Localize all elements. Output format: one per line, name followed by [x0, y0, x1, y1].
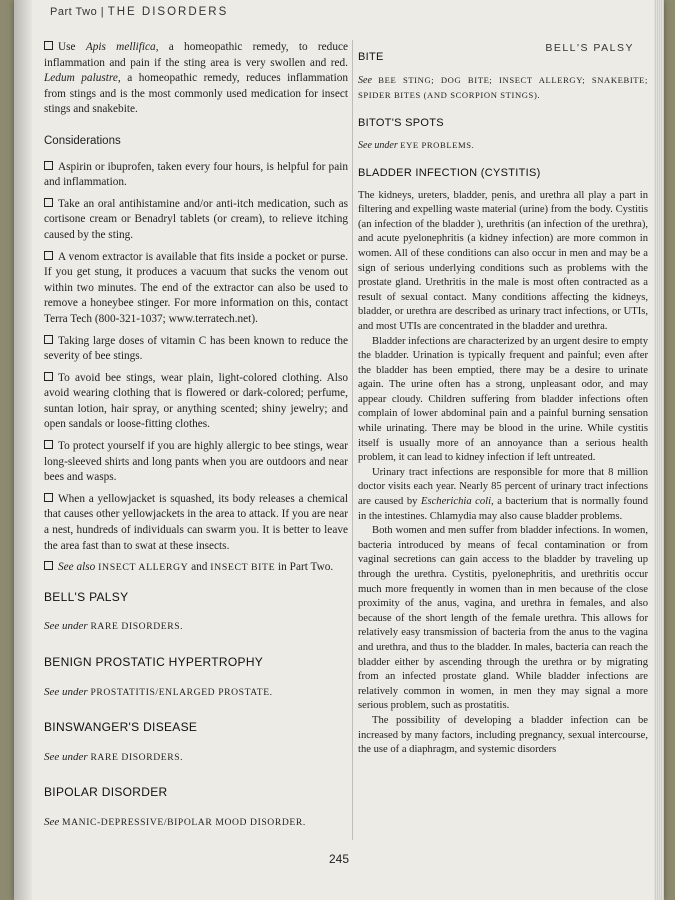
body-paragraph: Bladder infections are characterized by an urgent desire to empty the bladder. Urination is typically frequent and painful; even after the bladder has been emptied, there may be a desire to urinate again. The urine often has a strong, unpleasant odor, and may appear cloudy. Children suffering from bladder infections often complain of lower abdominal pain and a painful burning sensation while urinating. There may be blood in the urine. While cystitis itself is usually more of an annoyance than a serious health problem, it can lead to kidney infection if left untreated. — [358, 335, 649, 464]
body-paragraph: The possibility of developing a bladder infection can be increased by many factors, including pregnancy, sexual intercourse, the use of a diaphragm, and systemic disorders — [358, 714, 648, 756]
part-label: Part Two — [50, 6, 98, 18]
checkbox-bullet-icon — [44, 161, 53, 170]
checkbox-bullet-icon — [44, 493, 53, 502]
see-also-line: See also INSECT ALLERGY and INSECT BITE in Part Two. — [44, 560, 348, 576]
cross-reference: See under EYE PROBLEMS. — [358, 140, 475, 152]
entry-title-bells-palsy: BELL'S PALSY — [44, 589, 129, 604]
cross-reference: See under PROSTATITIS/ENLARGED PROSTATE. — [44, 685, 273, 698]
left-column — [44, 40, 348, 831]
consideration-item: A venom extractor is available that fits inside a pocket or purse. If you get stung, it produces a vacuum that sucks the venom out within two minutes. The end of the extractor can also be used to remove a honeybee stinger. For more information on this, contact Terra Tech (800-321-1037; www.terratech.net). — [44, 250, 348, 325]
book-page — [14, 0, 664, 900]
cross-reference: See MANIC-DEPRESSIVE/BIPOLAR MOOD DISORDER. — [44, 815, 306, 828]
consideration-item: To protect yourself if you are highly allergic to bee stings, wear long-sleeved shirts and long pants when you are outdoors and near bees and wasps. — [44, 440, 348, 484]
consideration-item: Take an oral antihistamine and/or anti-itch medication, such as cortisone cream or Benadryl tablets (or cream), to relieve itching caused by the sting. — [44, 197, 348, 241]
entry-title-binswangers-disease: BINSWANGER'S DISEASE — [44, 720, 198, 735]
page-edge — [654, 0, 664, 900]
page-number: 245 — [328, 852, 350, 866]
cross-reference: See BEE STING; DOG BITE; INSECT ALLERGY; SNAKEBITE; SPIDER BITES (AND SCORPION STINGS). — [358, 74, 648, 101]
consideration-item: When a yellowjacket is squashed, its body releases a chemical that causes other yellowjackets in the area to attack. If you are near a nest, hundreds of individuals can swarm you. It is better to leave the area fast than to swat at these insects. — [44, 492, 348, 552]
intro-bullet: Use Apis mellifica, a homeopathic remedy, to reduce inflammation and pain if the sting area is very swollen and red. Ledum palustre, a homeopathic remedy, reduces inflammation from stings and is the most commonly used medication for insect stings and snakebite. — [44, 41, 349, 116]
checkbox-bullet-icon — [44, 440, 53, 449]
checkbox-bullet-icon — [44, 251, 53, 260]
entry-title-bite: BITE — [358, 51, 384, 63]
checkbox-bullet-icon — [44, 335, 53, 344]
entry-title-bipolar-disorder: BIPOLAR DISORDER — [44, 785, 168, 800]
running-head-left — [50, 6, 228, 18]
considerations-heading: Considerations — [44, 134, 121, 147]
header-separator: | — [100, 6, 105, 18]
see-also-ref-insect-allergy: INSECT ALLERGY — [98, 562, 189, 574]
see-also-ref-insect-bite: INSECT BITE — [210, 562, 276, 574]
body-paragraph: Urinary tract infections are responsible for more that 8 million doctor visits each year. Nearly 85 percent of urinary tract infections are caused by Escherichia coli, a bacterium that is normally found in the intestines. Chlamydia may also cause bladder problems. — [358, 466, 648, 522]
entry-title-bladder-infection: BLADDER INFECTION (CYSTITIS) — [358, 166, 541, 179]
checkbox-bullet-icon — [44, 198, 53, 207]
consideration-item: To avoid bee stings, wear plain, light-colored clothing. Also avoid wearing clothing that is flowered or dark-colored; perfume, suntan lotion, hair spray, or anything scented; shiny jewelry; and open sandals or loose-fitting clothes. — [44, 371, 348, 431]
chapter-title: THE DISORDERS — [107, 6, 229, 18]
checkbox-bullet-icon — [44, 561, 53, 570]
column-divider — [352, 40, 353, 840]
checkbox-bullet-icon — [44, 372, 53, 381]
body-paragraph: Both women and men suffer from bladder infections. In women, bacteria introduced by means of fecal contamination or from vaginal secretions can gain access to the bladder by traveling up through the urethra. Cystitis, pyelonephritis, and urethritis occur much more frequently in women than in men because of the close proximity of the anus, vagina, and urethra in females, and also because of the short length of the female urethra. This allows for relatively easy transmission of bacteria from the anus to the vagina and urethra, and thus to the bladder. In males, bacteria can reach the bladder either by ascending through the urethra or by migrating from an infected prostate gland. While bladder infections are relatively common in women, in men they may signal a more serious problem, such as prostatitis. — [358, 525, 648, 712]
checkbox-bullet-icon — [44, 41, 53, 50]
running-head-right: BELL'S PALSY — [545, 42, 634, 54]
cross-reference: See under RARE DISORDERS. — [44, 750, 184, 763]
book-spine-shadow — [14, 0, 32, 900]
consideration-item: Taking large doses of vitamin C has been known to reduce the severity of bee stings. — [44, 334, 348, 363]
entry-title-bitots-spots: BITOT'S SPOTS — [358, 116, 444, 129]
consideration-item: Aspirin or ibuprofen, taken every four hours, is helpful for pain and inflammation. — [44, 160, 348, 189]
cross-reference: See under RARE DISORDERS. — [44, 620, 184, 633]
entry-title-benign-prostatic-hypertrophy: BENIGN PROSTATIC HYPERTROPHY — [44, 655, 264, 669]
body-paragraph: The kidneys, ureters, bladder, penis, and urethra all play a part in filtering and expelling waste material (urine) from the body. Cystitis (an infection of the bladder ), urethritis (an infection of the urethra), and acute pyelonephritis (a kidney infection) are more common in women. All of these conditions can also occur in men and may be a sign of serious underlying conditions such as problems with the prostate gland. Urethritis in the male is most often contracted as a result of sexual contact. Many conditions affecting the kidneys, bladder, or urethra are described as urinary tract infections, or UTIs, and most UTIs are concentrated in the bladder and urethra. — [358, 189, 648, 332]
right-column — [358, 50, 648, 758]
